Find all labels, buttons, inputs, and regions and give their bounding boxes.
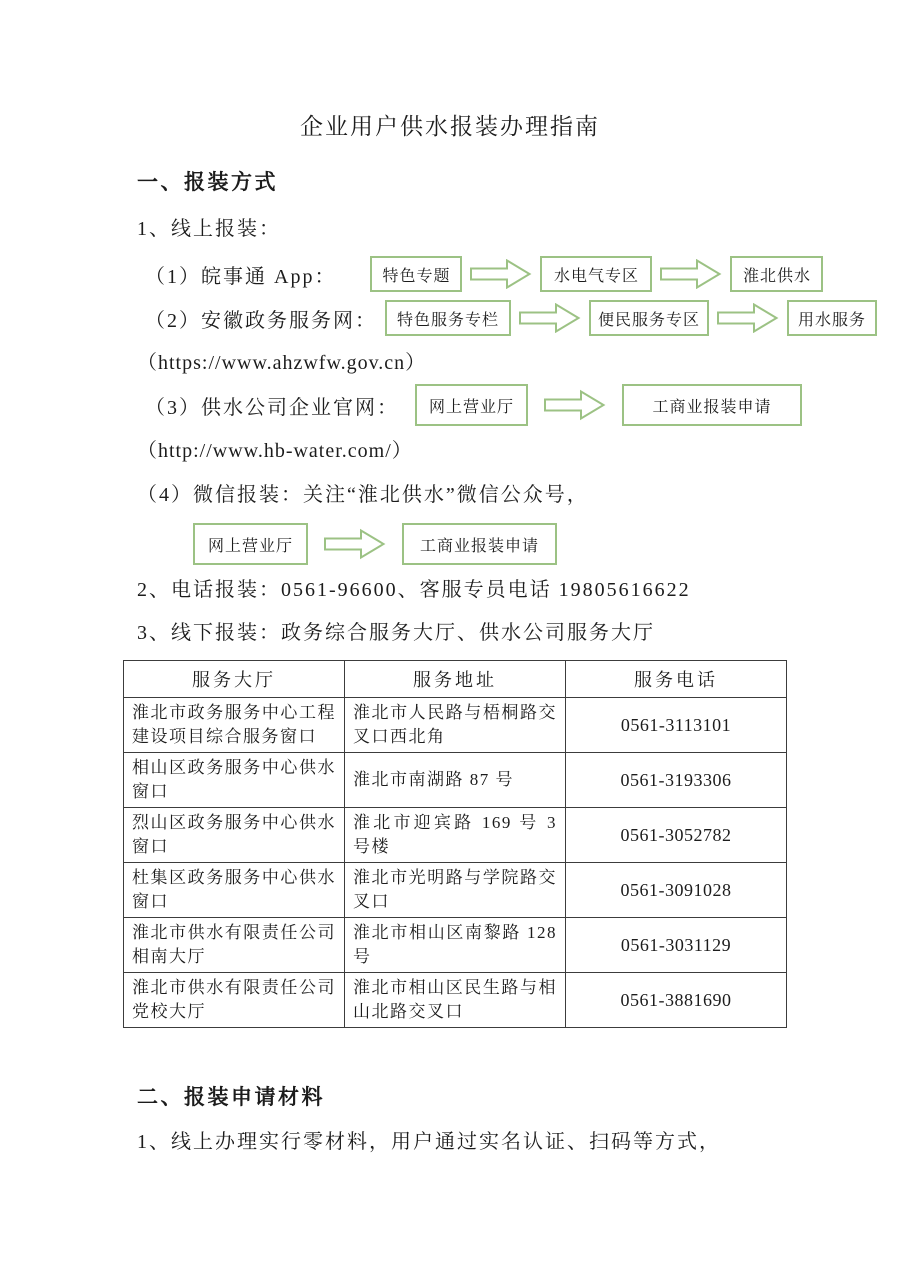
cell-hall: 烈山区政务服务中心供水窗口 [124,808,345,863]
cell-hall: 杜集区政务服务中心供水窗口 [124,863,345,918]
header-address: 服务地址 [345,661,566,698]
cell-address: 淮北市光明路与学院路交叉口 [345,863,566,918]
flow1-label: （1）皖事通 App： [145,265,337,288]
cell-phone: 0561-3193306 [566,753,787,808]
cell-phone: 0561-3113101 [566,698,787,753]
cell-address: 淮北市相山区南黎路 128 号 [345,918,566,973]
flow-step-box: 特色专题 [370,256,462,292]
flow-step-box: 用水服务 [787,300,877,336]
flow-step-box: 淮北供水 [730,256,823,292]
section2-heading: 二、报装申请材料 [137,1085,325,1109]
flow-step-box: 网上营业厅 [193,523,308,565]
phone-line: 2、电话报装：0561-96600、客服专员电话 19805616622 [137,579,691,601]
flow-arrow-icon [717,303,779,333]
flow-row-wechat [193,523,900,565]
table-row [124,863,787,918]
cell-hall: 相山区政务服务中心供水窗口 [124,753,345,808]
cell-phone: 0561-3031129 [566,918,787,973]
table-row [124,973,787,1028]
flow-arrow-icon [544,389,606,421]
cell-phone: 0561-3052782 [566,808,787,863]
flow-row-company-web [145,384,900,426]
table-header-row [124,661,787,698]
flow2-label: （2）安徽政务服务网： [145,309,377,332]
header-phone: 服务电话 [566,661,787,698]
cell-address: 淮北市相山区民生路与相山北路交叉口 [345,973,566,1028]
flow-step-box: 水电气专区 [540,256,652,292]
page-title: 企业用户供水报装办理指南 [300,114,600,139]
table-row [124,698,787,753]
flow-row-app [145,256,900,292]
flow-arrow-icon [324,528,386,560]
cell-hall: 淮北市政务服务中心工程建设项目综合服务窗口 [124,698,345,753]
flow-step-box: 网上营业厅 [415,384,528,426]
cell-phone: 0561-3091028 [566,863,787,918]
table-row [124,808,787,863]
cell-phone: 0561-3881690 [566,973,787,1028]
cell-hall: 淮北市供水有限责任公司党校大厅 [124,973,345,1028]
company-web-url: （http://www.hb-water.com/） [137,440,413,462]
offline-line: 3、线下报装：政务综合服务大厅、供水公司服务大厅 [137,622,655,644]
flow-arrow-icon [519,303,581,333]
cell-address: 淮北市南湖路 87 号 [345,753,566,808]
wechat-line: （4）微信报装：关注“淮北供水”微信公众号， [137,484,589,506]
flow3-label: （3）供水公司企业官网： [145,396,399,419]
service-halls-table [123,660,787,1028]
flow-step-box: 工商业报装申请 [622,384,802,426]
flow-arrow-icon [470,259,532,289]
section2-line1: 1、线上办理实行零材料，用户通过实名认证、扫码等方式， [137,1131,721,1153]
flow-step-box: 特色服务专栏 [385,300,511,336]
gov-web-url: （https://www.ahzwfw.gov.cn） [137,352,427,374]
cell-hall: 淮北市供水有限责任公司相南大厅 [124,918,345,973]
table-row [124,753,787,808]
flow-arrow-icon [660,259,722,289]
header-hall: 服务大厅 [124,661,345,698]
cell-address: 淮北市迎宾路 169 号 3 号楼 [345,808,566,863]
online-intro: 1、线上报装： [137,218,281,240]
flow-step-box: 便民服务专区 [589,300,709,336]
section1-heading: 一、报装方式 [137,170,278,194]
table-row [124,918,787,973]
flow-step-box: 工商业报装申请 [402,523,557,565]
cell-address: 淮北市人民路与梧桐路交叉口西北角 [345,698,566,753]
flow-row-gov-web [145,300,900,336]
